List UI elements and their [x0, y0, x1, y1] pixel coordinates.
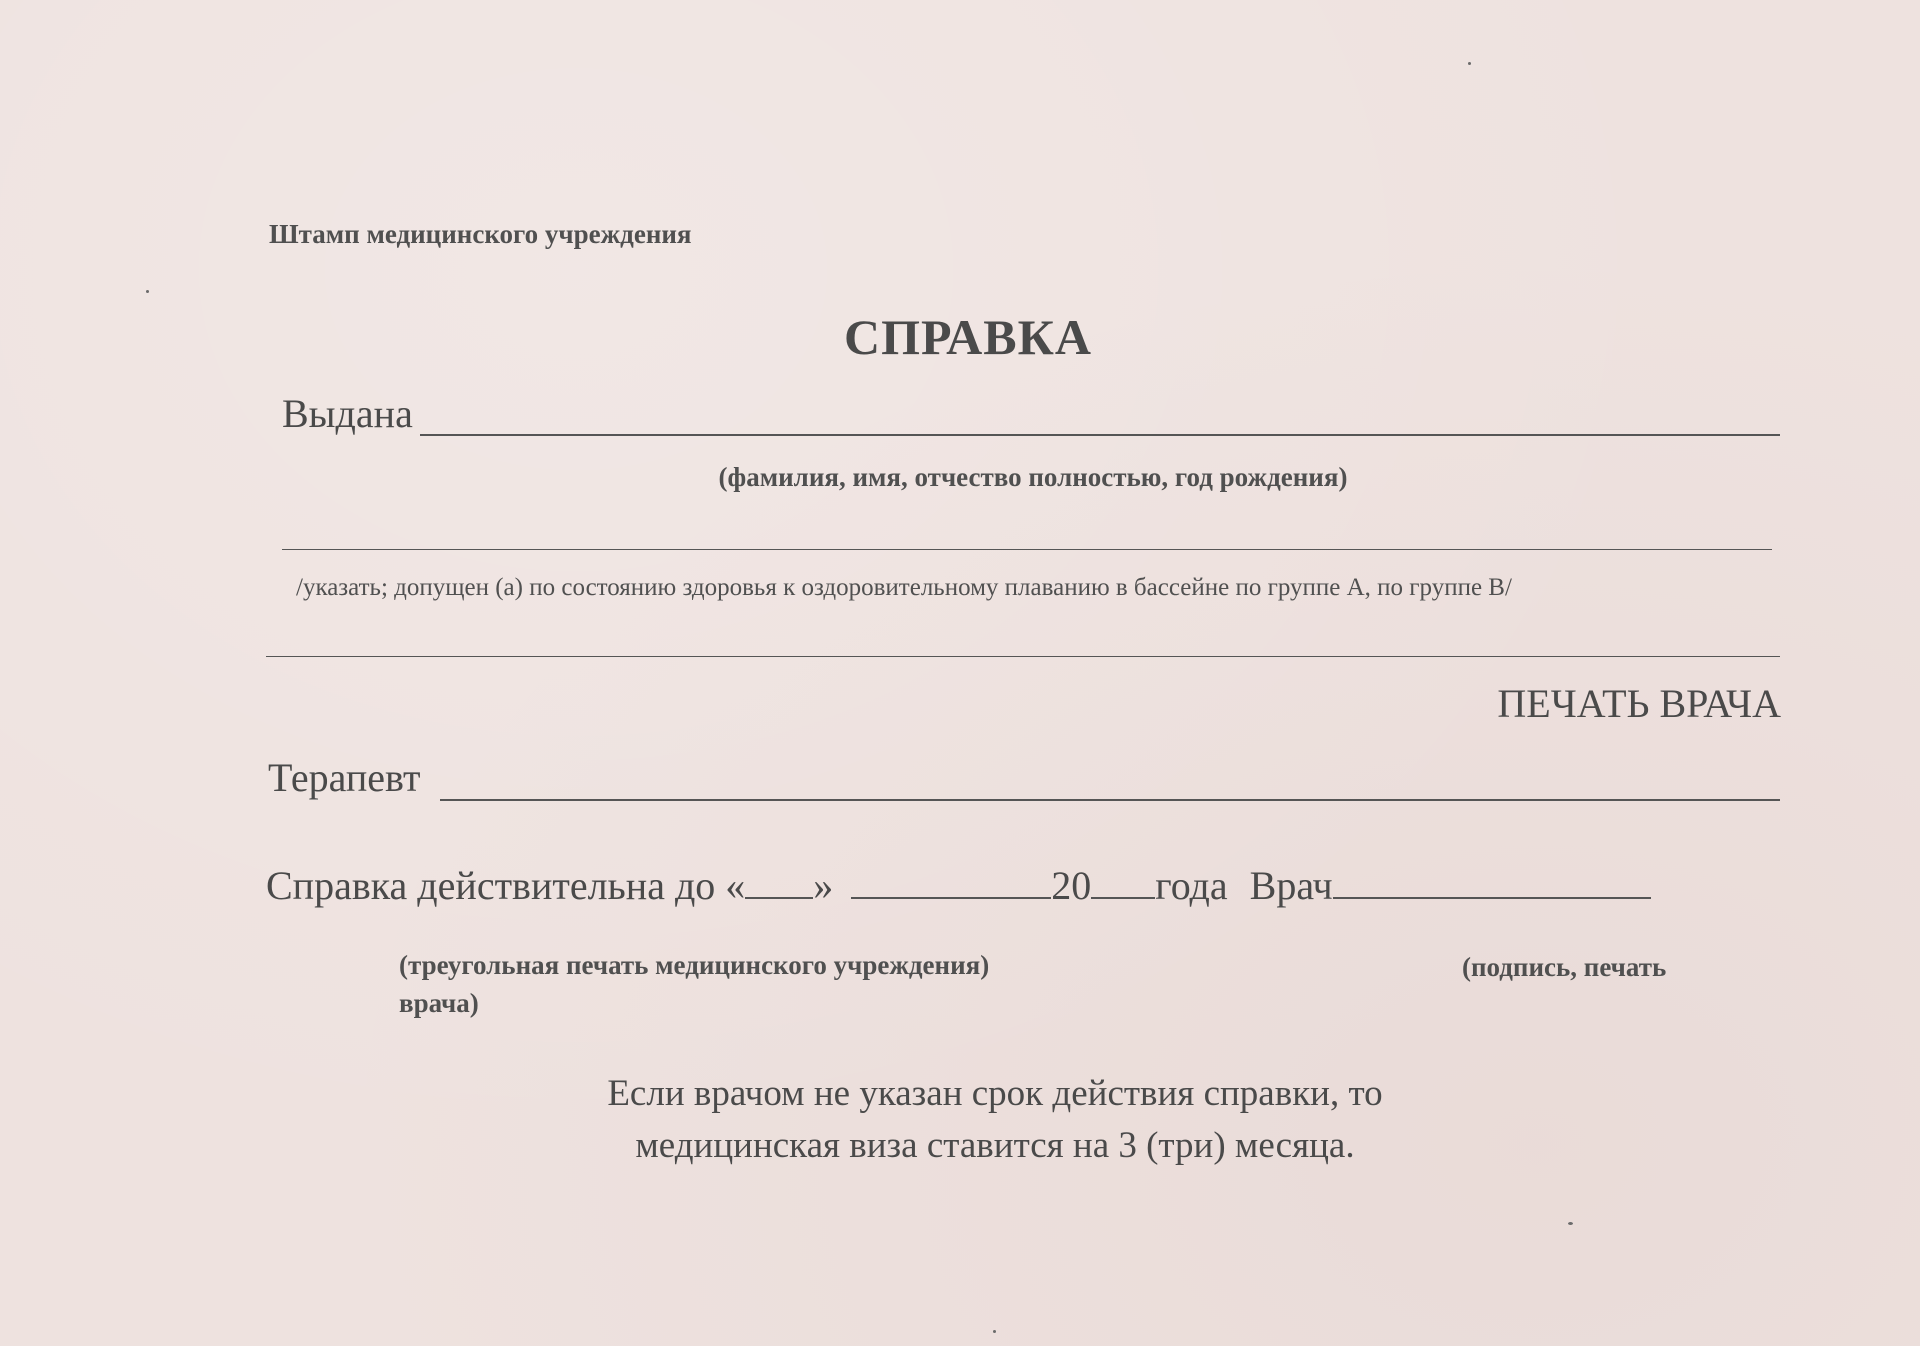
validity-year-field[interactable] [1091, 863, 1155, 899]
paper-speck [1468, 62, 1471, 65]
admission-field[interactable] [266, 656, 1780, 657]
paper-speck [146, 290, 149, 293]
document-title: СПРАВКА [844, 309, 1092, 365]
doctor-signature-field[interactable] [1333, 863, 1651, 899]
validity-day-field[interactable] [745, 863, 813, 899]
issued-name-field[interactable] [420, 434, 1780, 436]
fio-hint: (фамилия, имя, отчество полностью, год рождения) [718, 462, 1348, 492]
validity-quote-close: » [813, 863, 834, 908]
signature-hint-cont: врача) [399, 988, 479, 1018]
validity-year-prefix: 20 [1051, 863, 1092, 908]
validity-line [266, 862, 1651, 909]
triangular-stamp-hint: (треугольная печать медицинского учреждения) [399, 950, 990, 980]
therapist-field[interactable] [440, 799, 1780, 801]
issued-label: Выдана [282, 391, 413, 436]
validity-year-suffix: года [1155, 863, 1228, 908]
paper-speck [1568, 1222, 1573, 1225]
note-line-1: Если врачом не указан срок действия справки, то [607, 1073, 1383, 1114]
validity-prefix: Справка действительна до « [266, 863, 746, 908]
validity-month-field[interactable] [851, 863, 1051, 899]
stamp-label: Штамп медицинского учреждения [269, 219, 692, 249]
signature-hint: (подпись, печать [1462, 952, 1667, 982]
therapist-label: Терапевт [268, 755, 421, 800]
paper-speck [993, 1330, 996, 1333]
admission-hint: /указать; допущен (а) по состоянию здоровья к оздоровительному плаванию в бассейне по группе А, по группе В/ [296, 574, 1512, 601]
doctor-stamp-label: ПЕЧАТЬ ВРАЧА [1497, 681, 1781, 726]
validity-doctor-label: Врач [1249, 863, 1333, 908]
issued-extra-line[interactable] [282, 549, 1772, 550]
note-line-2: медицинская виза ставится на 3 (три) месяца. [635, 1125, 1355, 1166]
